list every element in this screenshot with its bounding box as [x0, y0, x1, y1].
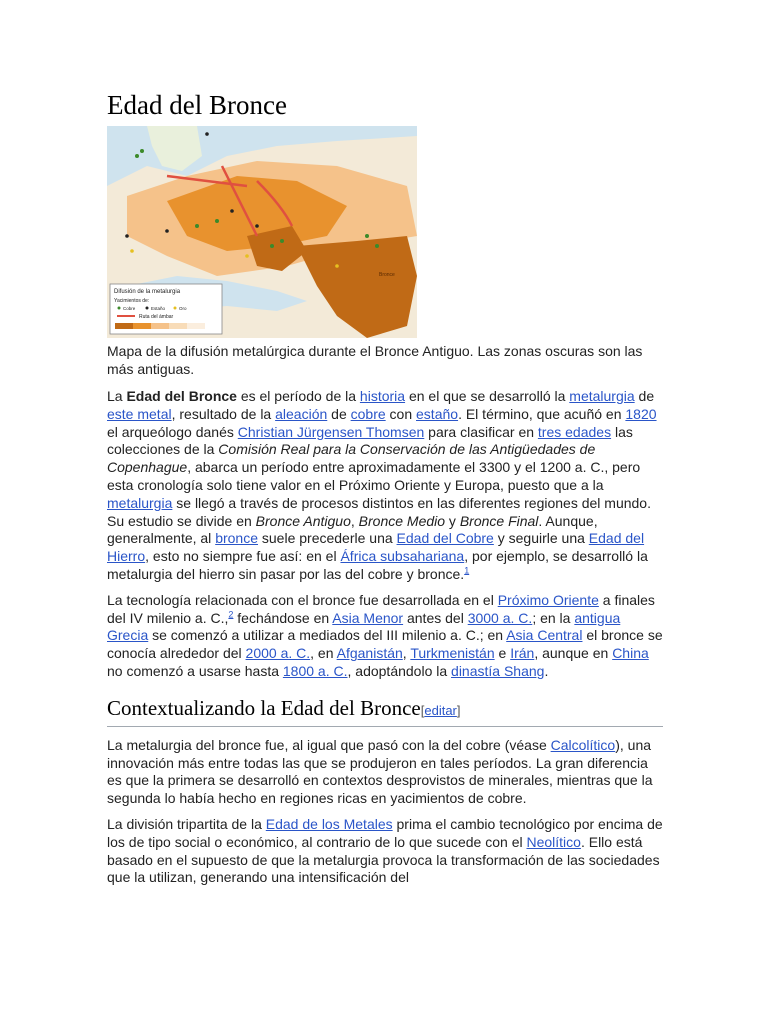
link-historia[interactable]: historia — [359, 388, 406, 404]
legend-route: Ruta del ámbar — [139, 314, 174, 320]
link-china[interactable]: China — [612, 645, 649, 662]
italic-text: Bronce Medio — [358, 512, 446, 529]
text: para clasificar en — [424, 423, 538, 440]
link-calcolitico[interactable]: Calcolítico — [550, 736, 616, 753]
text: y — [445, 512, 460, 529]
text: . El término, que acuñó en — [458, 405, 626, 422]
link-metalurgia-2[interactable]: metalurgia — [107, 494, 173, 511]
article — [107, 88, 663, 895]
footnote-2[interactable]: 2 — [228, 608, 234, 619]
link-bronce[interactable]: bronce — [215, 530, 258, 547]
link-1800[interactable]: 1800 a. C. — [282, 662, 348, 679]
link-2000[interactable]: 2000 a. C. — [245, 645, 311, 662]
legend-gold: Oro — [179, 306, 187, 311]
bracket: [ — [420, 702, 425, 718]
bold-term: Edad del Bronce — [126, 388, 237, 404]
link-dinastia-shang[interactable]: dinastía Shang — [451, 662, 545, 679]
text: La tecnología relacionada con el bronce fue desarrollada en el — [107, 591, 498, 608]
link-afganistan[interactable]: Afganistán — [336, 645, 403, 662]
text: . Ello está basado en el supuesto de que la metalurgia provoca la transformación de las sociedades que la utilizan, generando una intensificación del — [107, 833, 660, 886]
italic-text: Comisión Real para la Conservación de las Antigüedades de Copenhague — [107, 441, 596, 476]
text: , aunque en — [534, 645, 613, 662]
link-metalurgia[interactable]: metalurgia — [569, 388, 635, 404]
italic-text: Bronce Final — [459, 512, 539, 529]
link-este-metal[interactable]: este metal — [107, 405, 172, 422]
link-iran[interactable]: Irán — [510, 645, 535, 662]
text: e — [494, 645, 511, 662]
link-asia-central[interactable]: Asia Central — [506, 627, 583, 644]
link-estano[interactable]: estaño — [416, 405, 459, 422]
text: es el período de la — [236, 388, 360, 404]
link-tres-edades[interactable]: tres edades — [537, 423, 612, 440]
text: , por ejemplo, se desarrolló la metalurgia del hierro sin pasar por las del cobre y bronce. — [107, 548, 648, 582]
text: de — [327, 405, 351, 422]
link-neolitico[interactable]: Neolítico — [526, 833, 581, 850]
paragraph-context — [107, 737, 663, 808]
text: prima el cambio tecnológico por encima de los de tipo social o económico, al contrario de lo que sucede con el — [107, 815, 663, 850]
text: La — [107, 388, 127, 404]
text: , en — [310, 645, 337, 662]
map-image — [107, 126, 417, 338]
text: La metalurgia del bronce fue, al igual que pasó con la del cobre (véase — [107, 736, 551, 753]
link-proximo-oriente[interactable]: Próximo Oriente — [497, 591, 599, 608]
link-antigua-grecia[interactable]: antigua Grecia — [107, 609, 621, 644]
paragraph-intro — [107, 388, 663, 584]
legend-deposits: Yacimientos de: — [114, 298, 150, 304]
text: , resultado de la — [171, 405, 276, 422]
text: . — [544, 662, 549, 679]
text: no comenzó a usarse hasta — [107, 662, 283, 679]
page-title: Edad del Bronce — [107, 90, 287, 120]
text: antes del — [403, 609, 468, 626]
text: fechándose en — [233, 609, 333, 626]
legend-tin: Estaño — [151, 306, 166, 311]
text: ), una innovación más entre todas las que se produjeron en tales períodos. La gran diferencia es que la primera se desarrolló en contextos desprovistos de minerales, mientras que la segunda lo había hecho en regiones ricas en yacimientos de cobre. — [107, 736, 653, 807]
link-edad-metales[interactable]: Edad de los Metales — [265, 815, 393, 832]
metallurgy-map[interactable] — [107, 126, 417, 338]
legend-copper: Cobre — [123, 306, 136, 311]
section-heading — [107, 695, 663, 727]
link-asia-menor[interactable]: Asia Menor — [332, 609, 404, 626]
text: , adoptándolo la — [347, 662, 452, 679]
link-aleacion[interactable]: aleación — [275, 405, 328, 422]
link-edad-hierro[interactable]: Edad del Hierro — [107, 530, 645, 565]
text: de — [634, 388, 655, 404]
link-cobre[interactable]: cobre — [350, 405, 386, 422]
footnote-1[interactable]: 1 — [464, 565, 470, 576]
bracket: ] — [456, 702, 461, 718]
link-3000[interactable]: 3000 a. C. — [467, 609, 533, 626]
map-region-label: Bronce — [379, 272, 395, 278]
paragraph-division — [107, 816, 663, 887]
text: las colecciones de la — [107, 423, 633, 458]
text: se llegó a través de procesos distintos en las diferentes regiones del mundo. Su estudio se divide en — [107, 494, 651, 529]
link-1820[interactable]: 1820 — [625, 405, 657, 422]
text: . Aunque, generalmente, al — [107, 512, 598, 547]
text: el bronce se conocía alrededor del — [107, 627, 663, 662]
link-africa[interactable]: África subsahariana — [340, 548, 465, 565]
paragraph-technology — [107, 592, 663, 681]
text: y seguirle una — [493, 530, 589, 547]
link-turkmenistan[interactable]: Turkmenistán — [410, 645, 495, 662]
text: se comenzó a utilizar a mediados del III milenio a. C.; en — [148, 627, 507, 644]
edit-link[interactable]: editar — [424, 702, 457, 718]
text: suele precederle una — [258, 530, 397, 547]
section-title: Contextualizando la Edad del Bronce — [107, 695, 421, 720]
text: , abarca un período entre aproximadamente el 3300 y el 1200 a. C., pero esta cronología solo tiene valor en el Próximo Oriente y Europa, puesto que a la — [107, 459, 641, 493]
link-thomsen[interactable]: Christian Jürgensen Thomsen — [237, 423, 425, 440]
text: con — [385, 405, 417, 422]
edit-section — [421, 703, 461, 718]
text: ; en la — [532, 609, 575, 626]
text: , — [402, 645, 411, 662]
text: en el que se desarrolló la — [405, 388, 570, 404]
text: La división tripartita de la — [107, 815, 266, 832]
text: , — [350, 512, 359, 529]
text: el arqueólogo danés — [107, 423, 238, 440]
text: a finales del IV milenio a. C., — [107, 591, 655, 626]
figure-caption: Mapa de la difusión metalúrgica durante el Bronce Antiguo. Las zonas oscuras son las más antiguas. — [107, 343, 643, 377]
link-edad-cobre[interactable]: Edad del Cobre — [396, 530, 494, 547]
italic-text: Bronce Antiguo — [255, 512, 351, 529]
legend-title: Difusión de la metalurgia — [114, 289, 181, 295]
text: , esto no siempre fue así: en el — [145, 548, 341, 565]
